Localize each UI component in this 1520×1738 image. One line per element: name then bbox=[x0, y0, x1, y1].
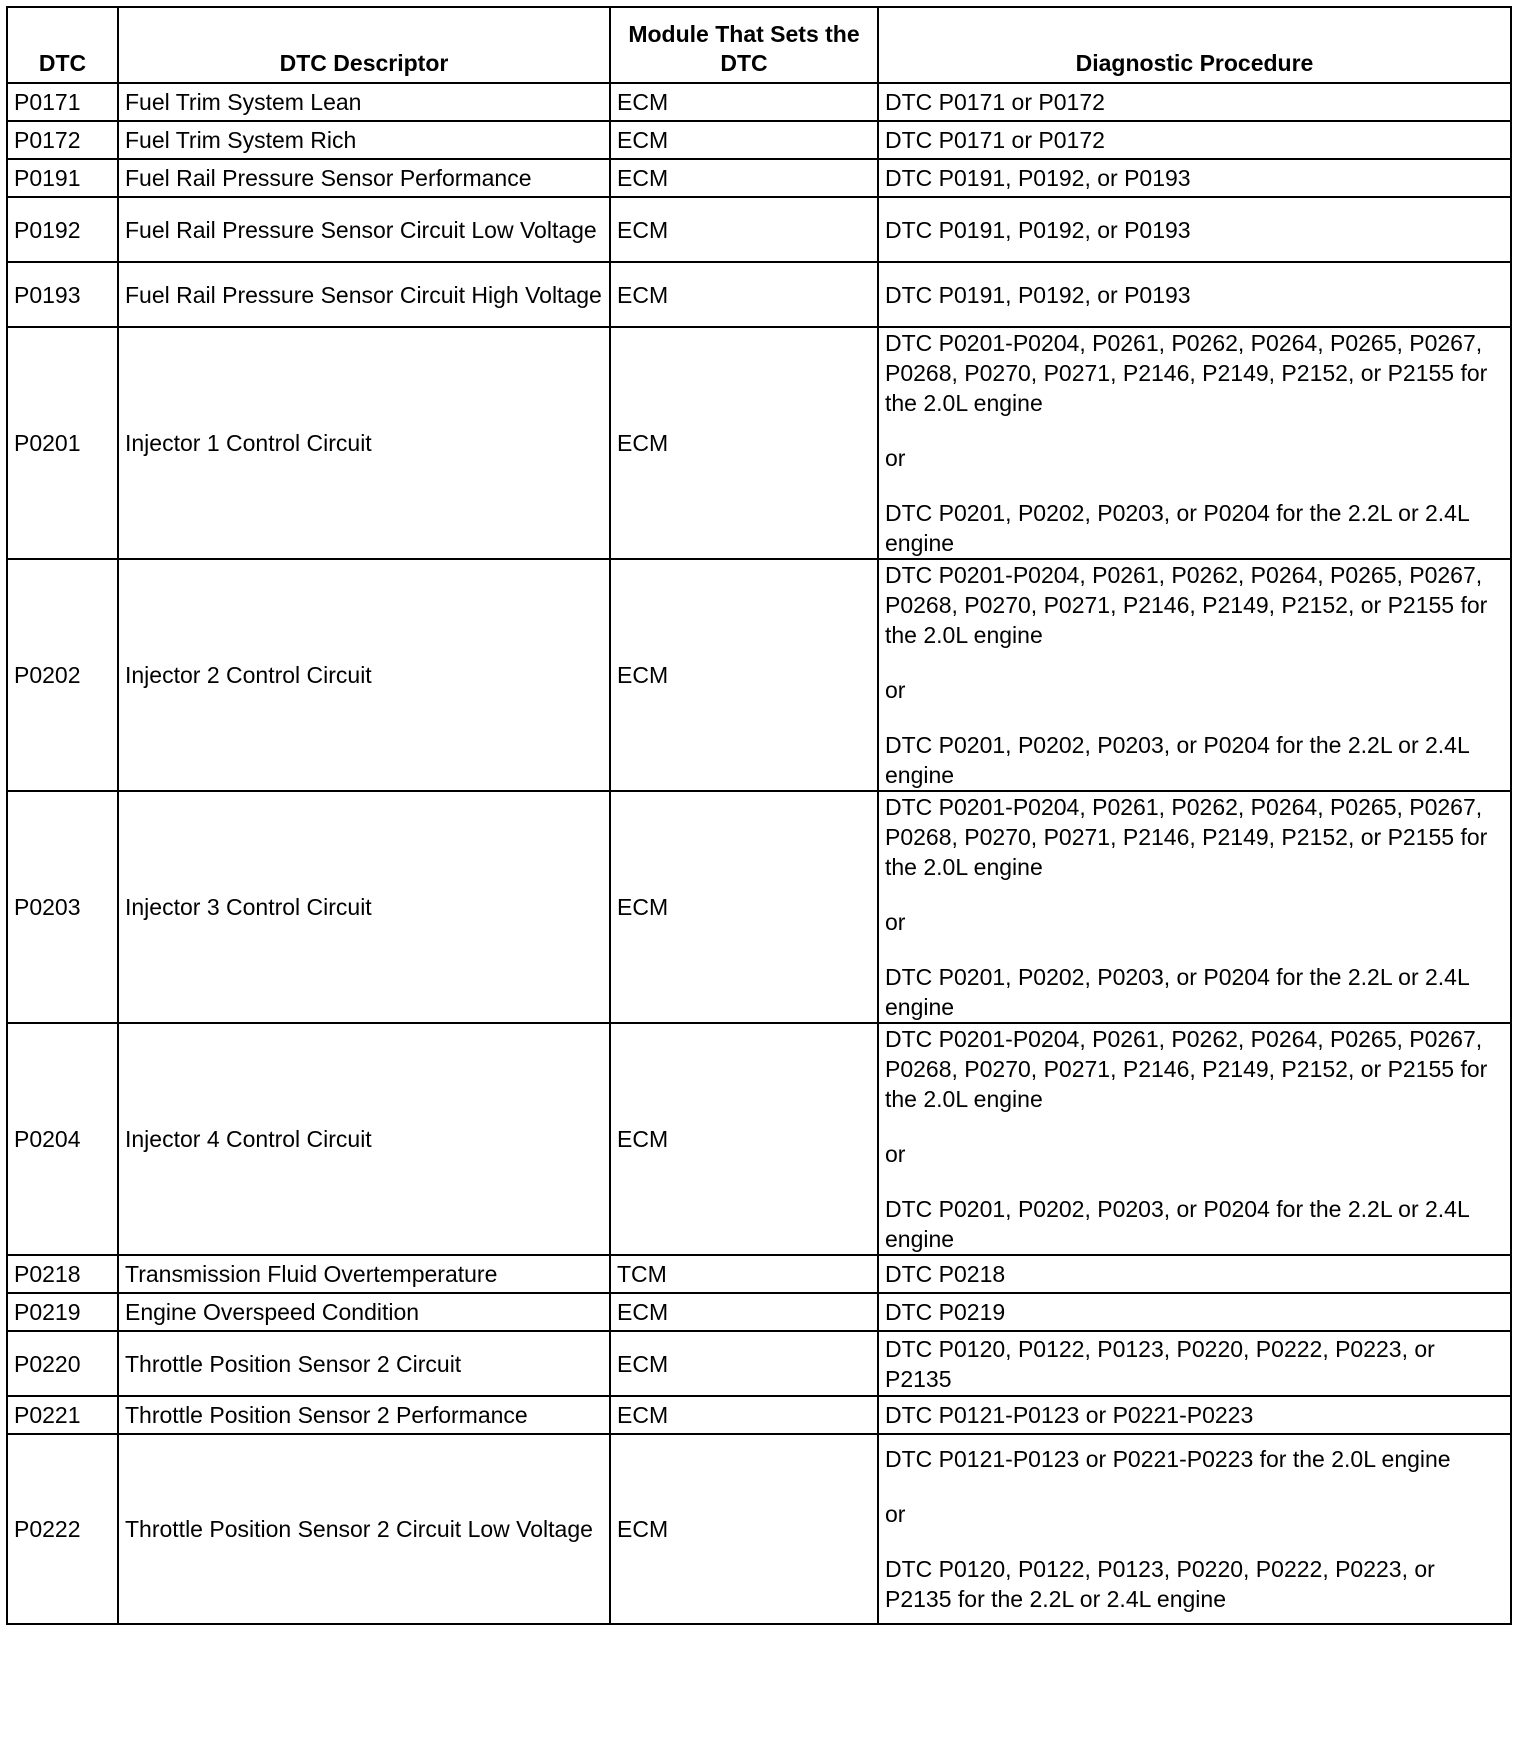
dtc-code-cell: P0218 bbox=[7, 1255, 118, 1293]
table-row bbox=[7, 1293, 1511, 1331]
procedure-paragraph: DTC P0171 or P0172 bbox=[885, 89, 1105, 115]
paragraph-gap bbox=[885, 418, 1504, 443]
header-row bbox=[7, 7, 1511, 83]
dtc-code-cell: P0193 bbox=[7, 262, 118, 327]
paragraph-gap bbox=[885, 650, 1504, 675]
procedure-paragraph: or bbox=[885, 1141, 906, 1167]
header-descriptor: DTC Descriptor bbox=[118, 7, 610, 83]
diagnostic-procedure-cell bbox=[878, 83, 1511, 121]
procedure-paragraph: DTC P0218 bbox=[885, 1261, 1006, 1287]
module-cell: ECM bbox=[610, 791, 878, 1023]
dtc-code-cell: P0191 bbox=[7, 159, 118, 197]
dtc-descriptor-cell: Transmission Fluid Overtemperature bbox=[118, 1255, 610, 1293]
dtc-descriptor-cell: Injector 1 Control Circuit bbox=[118, 327, 610, 559]
module-cell: ECM bbox=[610, 1434, 878, 1624]
table-row bbox=[7, 159, 1511, 197]
procedure-paragraph: DTC P0120, P0122, P0123, P0220, P0222, P0223, or P2135 for the 2.2L or 2.4L engine bbox=[885, 1556, 1435, 1612]
module-cell: ECM bbox=[610, 1293, 878, 1331]
paragraph-gap bbox=[885, 473, 1504, 498]
dtc-code-cell: P0219 bbox=[7, 1293, 118, 1331]
module-cell: ECM bbox=[610, 83, 878, 121]
module-cell: ECM bbox=[610, 1396, 878, 1434]
dtc-descriptor-cell: Fuel Trim System Rich bbox=[118, 121, 610, 159]
diagnostic-procedure-cell bbox=[878, 1396, 1511, 1434]
dtc-code-cell: P0192 bbox=[7, 197, 118, 262]
diagnostic-procedure-cell bbox=[878, 791, 1511, 1023]
procedure-paragraph: DTC P0191, P0192, or P0193 bbox=[885, 281, 1191, 308]
procedure-paragraph: DTC P0121-P0123 or P0221-P0223 for the 2.0L engine bbox=[885, 1446, 1451, 1472]
dtc-code-cell: P0222 bbox=[7, 1434, 118, 1624]
dtc-descriptor-cell: Engine Overspeed Condition bbox=[118, 1293, 610, 1331]
table-row bbox=[7, 83, 1511, 121]
table-header bbox=[7, 7, 1511, 83]
procedure-paragraph: DTC P0201-P0204, P0261, P0262, P0264, P0265, P0267, P0268, P0270, P0271, P2146, P2149, P2152, or P2155 for the 2.0L engine bbox=[885, 330, 1488, 416]
diagnostic-procedure-cell bbox=[878, 121, 1511, 159]
dtc-code-cell: P0172 bbox=[7, 121, 118, 159]
diagnostic-procedure-cell bbox=[878, 159, 1511, 197]
dtc-descriptor-cell: Throttle Position Sensor 2 Circuit Low Voltage bbox=[118, 1434, 610, 1624]
dtc-code-cell: P0202 bbox=[7, 559, 118, 791]
diagnostic-procedure-cell bbox=[878, 1434, 1511, 1624]
paragraph-gap bbox=[885, 1114, 1504, 1139]
module-cell: ECM bbox=[610, 121, 878, 159]
procedure-paragraph: or bbox=[885, 1501, 906, 1527]
table-row bbox=[7, 262, 1511, 327]
diagnostic-procedure-cell bbox=[878, 1331, 1511, 1396]
diagnostic-procedure-cell bbox=[878, 1023, 1511, 1255]
module-cell: ECM bbox=[610, 1023, 878, 1255]
dtc-code-cell: P0203 bbox=[7, 791, 118, 1023]
paragraph-gap bbox=[885, 1529, 1504, 1554]
diagnostic-procedure-cell bbox=[878, 559, 1511, 791]
diagnostic-procedure-cell bbox=[878, 327, 1511, 559]
dtc-descriptor-cell: Injector 4 Control Circuit bbox=[118, 1023, 610, 1255]
module-cell: ECM bbox=[610, 1331, 878, 1396]
paragraph-gap bbox=[885, 937, 1504, 962]
procedure-paragraph: DTC P0171 or P0172 bbox=[885, 127, 1105, 153]
diagnostic-procedure-cell bbox=[878, 1293, 1511, 1331]
procedure-paragraph: DTC P0201, P0202, P0203, or P0204 for the 2.2L or 2.4L engine bbox=[885, 1196, 1469, 1252]
dtc-table bbox=[6, 6, 1512, 1625]
procedure-paragraph: DTC P0191, P0192, or P0193 bbox=[885, 165, 1191, 191]
dtc-descriptor-cell: Throttle Position Sensor 2 Performance bbox=[118, 1396, 610, 1434]
procedure-paragraph: DTC P0191, P0192, or P0193 bbox=[885, 216, 1191, 243]
module-cell: TCM bbox=[610, 1255, 878, 1293]
dtc-descriptor-cell: Fuel Trim System Lean bbox=[118, 83, 610, 121]
table-row bbox=[7, 559, 1511, 791]
procedure-paragraph: DTC P0120, P0122, P0123, P0220, P0222, P0223, or P2135 bbox=[885, 1335, 1435, 1392]
table-body bbox=[7, 83, 1511, 1624]
diagnostic-procedure-cell bbox=[878, 197, 1511, 262]
module-cell: ECM bbox=[610, 559, 878, 791]
procedure-paragraph: or bbox=[885, 909, 906, 935]
procedure-paragraph: DTC P0201-P0204, P0261, P0262, P0264, P0265, P0267, P0268, P0270, P0271, P2146, P2149, P2152, or P2155 for the 2.0L engine bbox=[885, 1026, 1488, 1112]
table-row bbox=[7, 1434, 1511, 1624]
dtc-descriptor-cell: Fuel Rail Pressure Sensor Circuit Low Voltage bbox=[118, 197, 610, 262]
procedure-paragraph: DTC P0201-P0204, P0261, P0262, P0264, P0265, P0267, P0268, P0270, P0271, P2146, P2149, P2152, or P2155 for the 2.0L engine bbox=[885, 562, 1488, 648]
procedure-paragraph: DTC P0201, P0202, P0203, or P0204 for the 2.2L or 2.4L engine bbox=[885, 500, 1469, 556]
table-row bbox=[7, 791, 1511, 1023]
table-row bbox=[7, 1255, 1511, 1293]
procedure-paragraph: or bbox=[885, 445, 906, 471]
table-row bbox=[7, 1331, 1511, 1396]
dtc-code-cell: P0221 bbox=[7, 1396, 118, 1434]
dtc-descriptor-cell: Injector 2 Control Circuit bbox=[118, 559, 610, 791]
paragraph-gap bbox=[885, 1474, 1504, 1499]
header-dtc: DTC bbox=[7, 7, 118, 83]
dtc-code-cell: P0220 bbox=[7, 1331, 118, 1396]
table-row bbox=[7, 121, 1511, 159]
header-procedure: Diagnostic Procedure bbox=[878, 7, 1511, 83]
table-row bbox=[7, 1396, 1511, 1434]
dtc-descriptor-cell: Fuel Rail Pressure Sensor Circuit High Voltage bbox=[118, 262, 610, 327]
paragraph-gap bbox=[885, 882, 1504, 907]
dtc-descriptor-cell: Throttle Position Sensor 2 Circuit bbox=[118, 1331, 610, 1396]
diagnostic-procedure-cell bbox=[878, 1255, 1511, 1293]
dtc-code-cell: P0201 bbox=[7, 327, 118, 559]
paragraph-gap bbox=[885, 705, 1504, 730]
table-row bbox=[7, 1023, 1511, 1255]
procedure-paragraph: DTC P0219 bbox=[885, 1299, 1006, 1325]
diagnostic-procedure-cell bbox=[878, 262, 1511, 327]
table-row bbox=[7, 327, 1511, 559]
dtc-code-cell: P0204 bbox=[7, 1023, 118, 1255]
module-cell: ECM bbox=[610, 262, 878, 327]
paragraph-gap bbox=[885, 1169, 1504, 1194]
procedure-paragraph: DTC P0121-P0123 or P0221-P0223 bbox=[885, 1402, 1254, 1428]
dtc-descriptor-cell: Injector 3 Control Circuit bbox=[118, 791, 610, 1023]
procedure-paragraph: DTC P0201, P0202, P0203, or P0204 for the 2.2L or 2.4L engine bbox=[885, 964, 1469, 1020]
module-cell: ECM bbox=[610, 327, 878, 559]
table-row bbox=[7, 197, 1511, 262]
module-cell: ECM bbox=[610, 159, 878, 197]
header-module: Module That Sets the DTC bbox=[610, 7, 878, 83]
dtc-code-cell: P0171 bbox=[7, 83, 118, 121]
module-cell: ECM bbox=[610, 197, 878, 262]
procedure-paragraph: or bbox=[885, 677, 906, 703]
dtc-descriptor-cell: Fuel Rail Pressure Sensor Performance bbox=[118, 159, 610, 197]
procedure-paragraph: DTC P0201, P0202, P0203, or P0204 for the 2.2L or 2.4L engine bbox=[885, 732, 1469, 788]
procedure-paragraph: DTC P0201-P0204, P0261, P0262, P0264, P0265, P0267, P0268, P0270, P0271, P2146, P2149, P2152, or P2155 for the 2.0L engine bbox=[885, 794, 1488, 880]
